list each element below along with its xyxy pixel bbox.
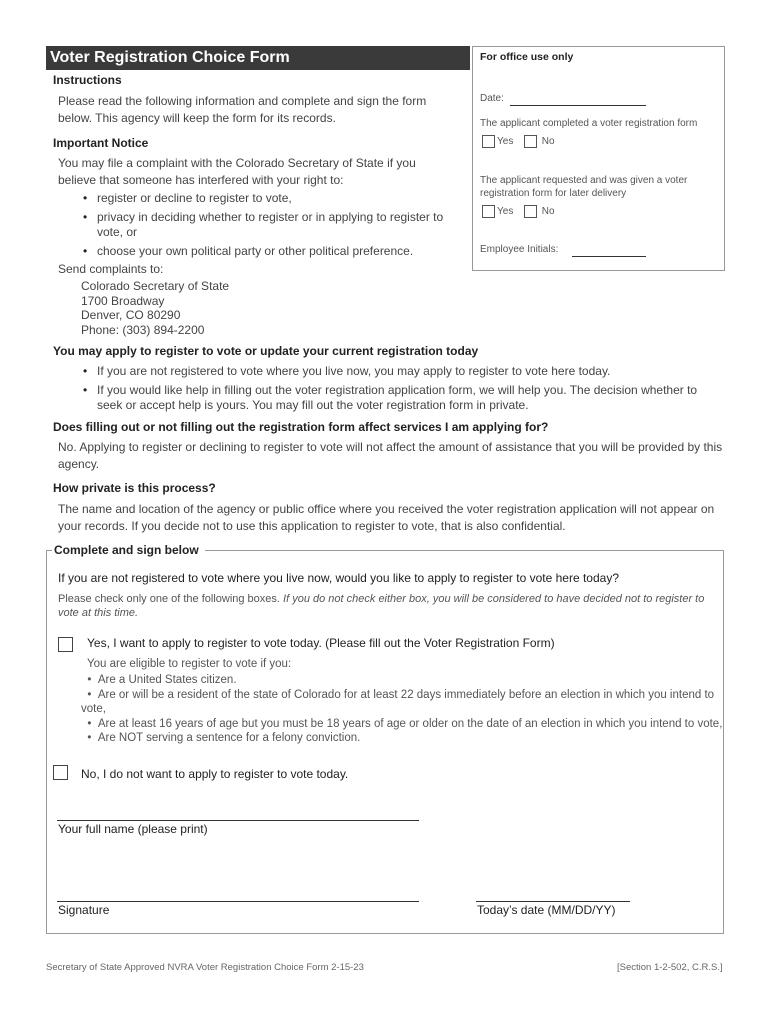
full-name-line[interactable] <box>57 820 419 821</box>
eligibility-list <box>81 673 723 746</box>
address-line: Colorado Secretary of State <box>81 279 230 293</box>
office-q1: The applicant completed a voter registration form <box>480 118 698 129</box>
office-initials-label: Employee Initials: <box>480 244 559 255</box>
instruction-italic: If you do not check either box, you will be considered to have decided not to register to vote at this time. <box>58 593 705 619</box>
list-item: • privacy in deciding whether to register or in applying to register to vote, or <box>80 210 470 240</box>
list-item: • Are NOT serving a sentence for a felony conviction. <box>81 732 361 744</box>
checkbox[interactable] <box>482 205 495 218</box>
complete-legend: Complete and sign below <box>52 543 205 557</box>
yes-option-label: Yes, I want to apply to register to vote today. (Please fill out the Voter Registration Form) <box>87 636 555 650</box>
office-q1-yes[interactable] <box>482 135 513 148</box>
instruction-text: Please check only one of the following boxes. <box>58 593 280 605</box>
eligibility-text: Are a United States citizen. <box>97 674 237 686</box>
office-date-line[interactable] <box>510 105 646 106</box>
form-title: Voter Registration Choice Form <box>46 46 470 70</box>
check-instruction <box>58 592 718 620</box>
yes-checkbox[interactable] <box>58 637 73 652</box>
affect-text: No. Applying to register or declining to register to vote will not affect the amount of assistance that you will be provided by this agency. <box>58 440 723 471</box>
footer-form-id: Secretary of State Approved NVRA Voter Registration Choice Form 2-15-23 <box>46 962 364 973</box>
no-option-label: No, I do not want to apply to register to vote today. <box>81 767 349 781</box>
list-item: • If you would like help in filling out the voter registration application form, we will help you. The decision whether to seek or accept help is yours. You may fill out the voter registration form in private. <box>80 383 725 413</box>
list-item: • Are at least 16 years of age but you must be 18 years of age or older on the date of an election in which you intend to vote, <box>81 717 723 730</box>
notice-intro: You may file a complaint with the Colorado Secretary of State if you believe that someone has interfered with your right to: <box>58 156 416 187</box>
full-name-label: Your full name (please print) <box>58 822 208 836</box>
footer-statute: [Section 1-2-502, C.R.S.] <box>617 962 723 973</box>
instructions-text: Please read the following information and complete and sign the form below. This agency will keep the form for its records. <box>58 94 427 125</box>
office-q2-no[interactable] <box>524 205 555 218</box>
no-label: No <box>541 136 555 148</box>
register-question: If you are not registered to vote where you live now, would you like to apply to register to vote here today? <box>58 571 619 585</box>
eligibility-text: Are NOT serving a sentence for a felony conviction. <box>97 732 361 744</box>
office-use-box <box>472 46 725 271</box>
address-line: 1700 Broadway <box>81 293 165 308</box>
private-text: The name and location of the agency or public office where you received the voter registration application will not appear on your records. If you decide not to use this application to register to vote, that is also confidential. <box>58 502 715 533</box>
address-line: Phone: (303) 894-2200 <box>81 322 205 337</box>
office-date-label: Date: <box>480 93 504 104</box>
signature-line[interactable] <box>57 901 419 902</box>
no-checkbox[interactable] <box>53 765 68 780</box>
office-q2-yes[interactable] <box>482 205 513 218</box>
list-item: • Are or will be a resident of the state of Colorado for at least 22 days immediately before an election in which you intend to vote, <box>81 688 715 715</box>
instructions-heading: Instructions <box>53 73 122 87</box>
send-complaints-label: Send complaints to: <box>58 262 164 276</box>
list-item: • Are a United States citizen. <box>81 674 237 686</box>
office-q2: The applicant requested and was given a voter registration form for later delivery <box>480 175 688 199</box>
office-q1-no[interactable] <box>524 135 555 148</box>
yes-label: Yes <box>497 136 514 148</box>
todays-date-label: Today’s date (MM/DD/YY) <box>477 903 616 917</box>
apply-heading: You may apply to register to vote or update your current registration today <box>53 344 479 358</box>
address-line: Denver, CO 80290 <box>81 308 181 322</box>
apply-bullets <box>80 364 725 417</box>
checkbox[interactable] <box>524 135 537 148</box>
list-item: • choose your own political party or other political preference. <box>80 244 470 259</box>
eligible-intro: You are eligible to register to vote if you: <box>87 658 292 670</box>
no-label: No <box>541 206 555 218</box>
notice-heading: Important Notice <box>53 136 149 150</box>
yes-label: Yes <box>497 206 514 218</box>
sos-address <box>81 279 229 337</box>
office-initials-line[interactable] <box>572 256 646 257</box>
affect-heading: Does filling out or not filling out the registration form affect services I am applying for? <box>53 420 549 434</box>
list-item: • If you are not registered to vote where you live now, you may apply to register to vote here today. <box>80 364 725 379</box>
eligibility-text: Are at least 16 years of age but you must be 18 years of age or older on the date of an election in which you intend to vote, <box>97 717 723 730</box>
date-line[interactable] <box>476 901 630 902</box>
checkbox[interactable] <box>482 135 495 148</box>
checkbox[interactable] <box>524 205 537 218</box>
list-item: • register or decline to register to vote, <box>80 191 470 206</box>
notice-bullets <box>80 191 470 263</box>
office-use-heading: For office use only <box>480 51 574 63</box>
private-heading: How private is this process? <box>53 481 216 495</box>
signature-label: Signature <box>58 903 110 917</box>
eligibility-text: Are or will be a resident of the state of Colorado for at least 22 days immediately before an election in which you intend to vote, <box>81 688 715 715</box>
